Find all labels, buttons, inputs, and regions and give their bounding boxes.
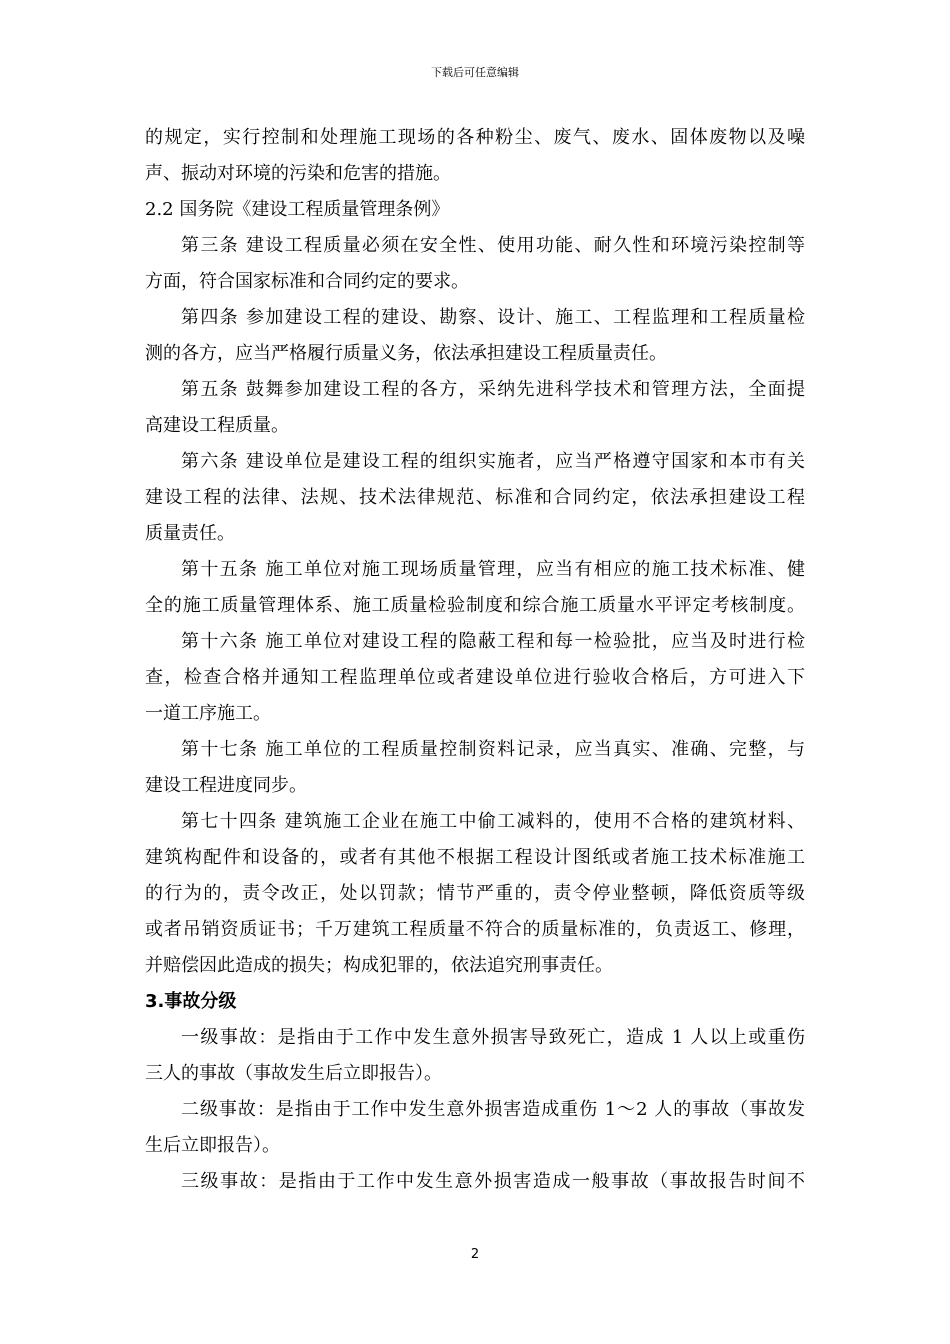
level-3-line: 三级事故：是指由于工作中发生意外损害造成一般事故（事故报告时间不 — [181, 1171, 805, 1192]
level-2-line: 二级事故：是指由于工作中发生意外损害造成重伤 1～2 人的事故（事故发 — [181, 1099, 805, 1120]
paragraph-line: 的规定，实行控制和处理施工现场的各种粉尘、废气、废水、固体废物以及噪 — [145, 127, 805, 148]
article-3-line: 方面，符合国家标准和合同约定的要求。 — [145, 271, 469, 292]
article-6-line: 质量责任。 — [145, 523, 235, 544]
article-15-line: 全的施工质量管理体系、施工质量检验制度和综合施工质量水平评定考核制度。 — [145, 595, 805, 616]
document-body — [145, 120, 805, 1200]
article-4-line: 测的各方，应当严格履行质量义务，依法承担建设工程质量责任。 — [145, 343, 667, 364]
article-16-line: 查，检查合格并通知工程监理单位或者建设单位进行验收合格后，方可进入下 — [145, 667, 805, 688]
paragraph-line: 声、振动对环境的污染和危害的措施。 — [145, 163, 451, 184]
article-4-line: 第四条 参加建设工程的建设、勘察、设计、施工、工程监理和工程质量检 — [181, 307, 805, 328]
level-1-line: 一级事故：是指由于工作中发生意外损害导致死亡，造成 1 人以上或重伤 — [181, 1027, 805, 1048]
article-15-line: 第十五条 施工单位对施工现场质量管理，应当有相应的施工技术标准、健 — [181, 559, 805, 580]
article-5-line: 第五条 鼓舞参加建设工程的各方，采纳先进科学技术和管理方法，全面提 — [181, 379, 805, 400]
page-number: 2 — [470, 1247, 480, 1262]
page-header: 下载后可任意编辑 — [431, 66, 519, 79]
level-2-line: 生后立即报告）。 — [145, 1135, 280, 1156]
article-74-line: 并赔偿因此造成的损失；构成犯罪的，依法追究刑事责任。 — [145, 955, 613, 976]
article-6-line: 第六条 建设单位是建设工程的组织实施者，应当严格遵守国家和本市有关 — [181, 451, 805, 472]
article-17-line: 建设工程进度同步。 — [145, 775, 307, 796]
article-17-line: 第十七条 施工单位的工程质量控制资料记录，应当真实、准确、完整，与 — [181, 739, 805, 760]
section-heading-accident-levels: 3.事故分级 — [145, 991, 237, 1012]
article-74-line: 第七十四条 建筑施工企业在施工中偷工减料的，使用不合格的建筑材料、 — [181, 811, 805, 832]
section-heading: 2.2 国务院《建设工程质量管理条例》 — [145, 199, 450, 220]
article-6-line: 建设工程的法律、法规、技术法律规范、标准和合同约定，依法承担建设工程 — [145, 487, 805, 508]
article-16-line: 一道工序施工。 — [145, 703, 271, 724]
article-74-line: 建筑构配件和设备的，或者有其他不根据工程设计图纸或者施工技术标准施工 — [145, 847, 805, 868]
article-5-line: 高建设工程质量。 — [145, 415, 289, 436]
article-74-line: 的行为的，责令改正，处以罚款；情节严重的，责令停业整顿，降低资质等级 — [145, 883, 805, 904]
level-1-line: 三人的事故（事故发生后立即报告）。 — [145, 1063, 442, 1084]
article-74-line: 或者吊销资质证书；千万建筑工程质量不符合的质量标准的，负责返工、修理， — [145, 919, 805, 940]
article-3-line: 第三条 建设工程质量必须在安全性、使用功能、耐久性和环境污染控制等 — [181, 235, 805, 256]
article-16-line: 第十六条 施工单位对建设工程的隐蔽工程和每一检验批，应当及时进行检 — [181, 631, 805, 652]
